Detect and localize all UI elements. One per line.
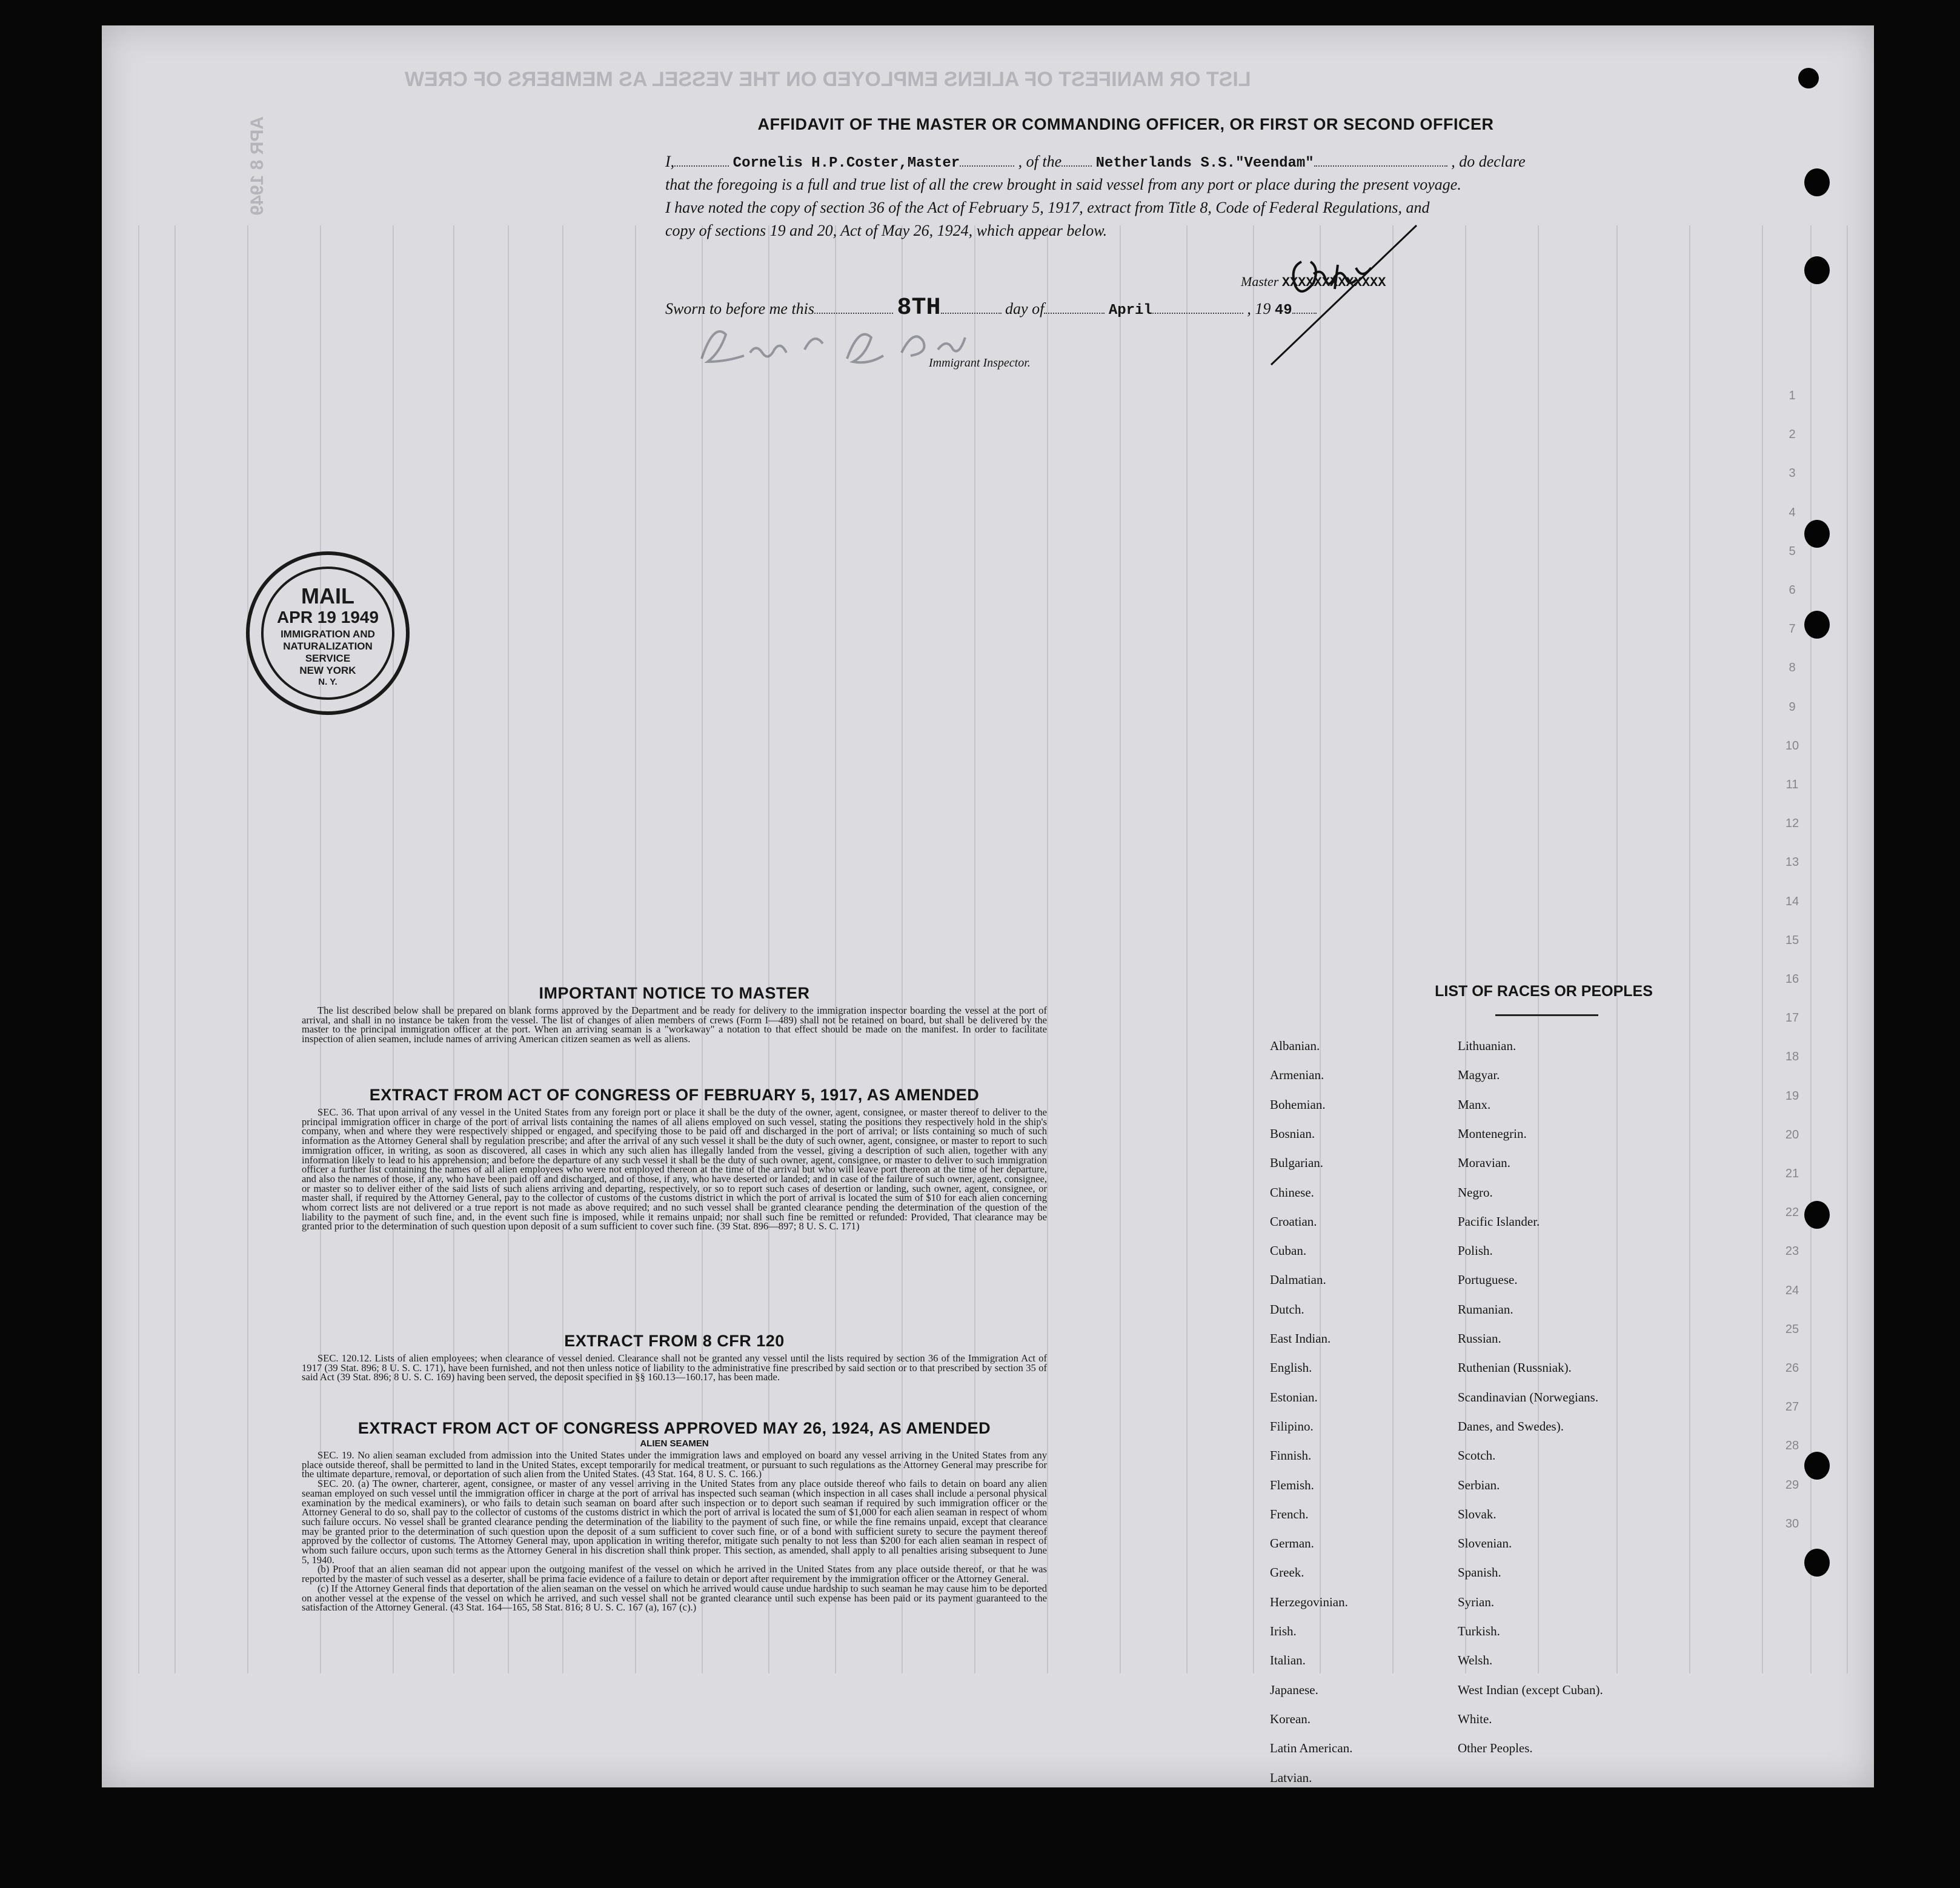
extract-1924-body: SEC. 19. No alien seaman excluded from admission into the United States under the immigration laws and employed on board any vessel arriving in the United States from any place outside thereof, shall be permitted to land in the United States, except temporarily for medical treatment, or pursuant to such regulations as the Attorney General may prescribe for the ultimate departure, removal, or deportation of such alien from the United States. (43 Stat. 164, 8 U. S. C. 166.) SEC. 20. (a) The owner, charterer, agent, consignee, or master of any vessel arriving in the United States from any place outside thereof who fails to detain on board any alien seaman employed on such vessel until the immigration officer in charge at the port of arrival has inspected such seaman (which inspection in all cases shall include a personal physical examination by the medical examiners), or who fails to detain such seaman on board after such inspection or to deport such seaman if required by such immigration officer or the Attorney General to do so, shall pay to the collector of customs of the customs district in which the port of arrival is located the sum of $1,000 for each alien seaman in respect of whom such failure occurs. No vessel shall be granted clearance pending the determination of the liability to the payment of such fine, or while the fine remains unpaid, except that clearance may be granted prior to the determination of such question upon the deposit of a sum sufficient to cover such fine, or of a bond with sufficient surety to secure the payment thereof approved by the collector of customs. The Attorney General may, upon application in writing therefor, mitigate such penalty to not less than $200 for each alien seaman in respect of whom such failure occurs, upon such terms as the Attorney General in his discretion shall think proper. This section, as amended, shall apply to all penalties arising subsequent to June 5, 1940. (b) Proof that an alien seaman did not appear upon the outgoing manifest of the vessel on which he arrived in the United States from any place outside thereof, or that he was reported by the master of such vessel as a deserter, shall be prima facie evidence of a failure to detain or deport after requirement by the immigration officer or the Attorney General. (c) If the Attorney General finds that deportation of the alien seaman on the vessel on which he arrived would cause undue hardship to such seaman he may cause him to be deported on another vessel at the expense of the vessel on which he arrived, and such vessel shall not be granted clearance until such expense has been paid or its payment guaranteed to the satisfaction of the Attorney General. (43 Stat. 164—165, 58 Stat. 816; 8 U. S. C. 167 (a), 167 (c).) [302, 1449, 1047, 1614]
sworn-line: Sworn to before me this 8TH day of April , 19 49 [665, 294, 1317, 322]
stamp-line-3: IMMIGRATION AND [281, 628, 375, 640]
row-number: 11 [1786, 778, 1799, 791]
row-number: 22 [1785, 1206, 1799, 1220]
extract-cfr-title: EXTRACT FROM 8 CFR 120 [564, 1332, 785, 1350]
sworn-month: April [1108, 302, 1152, 319]
master-label: Master XXXXXXXXXXXXX [1241, 274, 1386, 290]
race-item: Italian. [1270, 1653, 1306, 1668]
row-number: 19 [1785, 1089, 1799, 1103]
row-number: 13 [1785, 856, 1799, 869]
row-number: 30 [1785, 1517, 1799, 1531]
race-item: Bosnian. [1270, 1126, 1315, 1141]
race-item: White. [1458, 1711, 1492, 1726]
extract-cfr-body: SEC. 120.12. Lists of alien employees; when clearance of vessel denied. Clearance shall not be granted any vessel until the lists required by section 36 of the Immigration Act of 1917 (39 Stat. 896; 8 U. S. C. 171), have been furnished, and not then unless notice of liability to the administrative fine prescribed by said section or to that prescribed by section 35 of said Act (39 Stat. 896; 8 U. S. C. 169) having been served, the deposit specified in §§ 160.13—160.17, has been made. [302, 1352, 1047, 1383]
stamp-line-2: APR 19 1949 [276, 608, 379, 627]
row-number: 8 [1789, 661, 1796, 675]
race-item: Slovak. [1458, 1506, 1497, 1521]
binder-hole [1804, 1549, 1830, 1577]
immigration-mail-stamp [242, 548, 413, 719]
race-item: Rumanian. [1458, 1301, 1513, 1317]
stamp-line-7: N. Y. [318, 677, 337, 687]
row-number: 1 [1789, 389, 1796, 402]
race-item: Russian. [1458, 1331, 1501, 1346]
affidavit-line-2: that the foregoing is a full and true list of all the crew brought in said vessel from any port or place during the present voyage. [665, 176, 1461, 193]
master-name: Cornelis H.P.Coster,Master [733, 155, 960, 171]
race-item: Other Peoples. [1458, 1741, 1533, 1756]
binder-hole [1804, 1201, 1830, 1229]
stamp-line-6: NEW YORK [299, 665, 356, 676]
stamp-line-4: NATURALIZATION [283, 640, 373, 652]
grid-line [138, 225, 139, 1674]
extract-1917-title: EXTRACT FROM ACT OF CONGRESS OF FEBRUARY 5, 1917, AS AMENDED [369, 1086, 980, 1104]
stamp-line-5: SERVICE [305, 653, 351, 664]
race-item: Latin American. [1270, 1741, 1353, 1756]
race-item: Negro. [1458, 1185, 1493, 1200]
race-item: Montenegrin. [1458, 1126, 1527, 1141]
grid-line [1538, 225, 1539, 1674]
race-item: Portuguese. [1458, 1272, 1518, 1288]
race-item: German. [1270, 1536, 1314, 1551]
row-number: 5 [1789, 544, 1796, 558]
row-number: 26 [1785, 1361, 1799, 1375]
race-item: Chinese. [1270, 1185, 1314, 1200]
binder-hole [1804, 168, 1830, 196]
binder-hole [1804, 611, 1830, 639]
race-item: Pacific Islander. [1458, 1214, 1540, 1229]
inspector-label: Immigrant Inspector. [929, 356, 1031, 370]
row-number: 10 [1785, 739, 1799, 753]
race-item: Bulgarian. [1270, 1155, 1324, 1171]
race-item: Armenian. [1270, 1068, 1324, 1083]
notice-title: IMPORTANT NOTICE TO MASTER [539, 984, 810, 1002]
grid-line [1253, 225, 1254, 1674]
race-item: Bohemian. [1270, 1097, 1326, 1112]
race-item: Flemish. [1270, 1477, 1314, 1492]
race-item: Manx. [1458, 1097, 1491, 1112]
row-number: 3 [1789, 467, 1796, 480]
sworn-year: 49 [1274, 302, 1292, 319]
row-number: 15 [1785, 933, 1799, 947]
row-number: 28 [1785, 1439, 1799, 1453]
race-item: Dutch. [1270, 1301, 1304, 1317]
race-item: English. [1270, 1360, 1312, 1375]
race-item: Croatian. [1270, 1214, 1317, 1229]
extract-1924-title: EXTRACT FROM ACT OF CONGRESS APPROVED MAY 26, 1924, AS AMENDED [357, 1419, 991, 1437]
row-number: 6 [1789, 583, 1796, 597]
race-item: Herzegovinian. [1270, 1594, 1348, 1609]
stamp-line-1: MAIL [301, 583, 354, 608]
race-item: French. [1270, 1506, 1309, 1521]
race-item: Dalmatian. [1270, 1272, 1326, 1288]
race-item: Welsh. [1458, 1653, 1493, 1668]
race-item: Finnish. [1270, 1448, 1312, 1463]
race-item: Turkish. [1458, 1624, 1500, 1638]
grid-line [1186, 225, 1188, 1674]
row-number: 23 [1785, 1245, 1799, 1258]
race-item: Latvian. [1270, 1770, 1312, 1785]
races-title: LIST OF RACES OR PEOPLES [1435, 983, 1653, 1000]
race-item: Scandinavian (Norwegians. [1458, 1389, 1599, 1404]
race-item: Syrian. [1458, 1594, 1495, 1609]
sworn-day: 8TH [897, 294, 941, 322]
inspector-signature [683, 316, 1011, 383]
race-item: Danes, and Swedes). [1458, 1418, 1564, 1434]
race-item: Korean. [1270, 1711, 1311, 1726]
race-item: Irish. [1270, 1624, 1297, 1638]
grid-line [1392, 225, 1394, 1674]
row-number: 25 [1785, 1322, 1799, 1336]
row-number: 21 [1785, 1167, 1799, 1180]
races-title-rule [1495, 1014, 1598, 1016]
row-number: 7 [1789, 622, 1796, 636]
race-item: Slovenian. [1458, 1536, 1512, 1551]
grid-line [1689, 225, 1690, 1674]
row-number: 14 [1785, 894, 1799, 908]
affidavit-line-1: I, Cornelis H.P.Coster,Master , of the Netherlands S.S."Veendam" , do declare [665, 153, 1526, 171]
race-item: West Indian (except Cuban). [1458, 1682, 1603, 1697]
master-signature [1211, 207, 1562, 377]
grid-line [1047, 225, 1048, 1674]
row-number: 12 [1785, 817, 1799, 831]
bleed-through-title: LIST OR MANIFEST OF ALIENS EMPLOYED ON THE VESSEL AS MEMBERS OF CREW [405, 68, 1251, 91]
grid-line [1847, 225, 1848, 1674]
binder-hole [1804, 520, 1830, 548]
row-number: 29 [1785, 1478, 1799, 1492]
row-number: 16 [1785, 972, 1799, 986]
notice-body: The list described below shall be prepared on blank forms approved by the Department and be ready for delivery to the immigration inspector boarding the vessel at the port of arrival, and shall in no instance be taken from the vessel. The list of changes of alien members of crews (Form I—489) shall not be retained on board, but shall be delivered by the master to the principal immigration officer at the port. When an arriving seaman is a "workaway" a notation to that effect should be made on the manifest. In order to facilitate inspection of alien seamen, include names of arriving American citizen seamen as well as aliens. [302, 1005, 1047, 1045]
affidavit-line-3: I have noted the copy of section 36 of the Act of February 5, 1917, extract from Title 8, Code of Federal Regulations, and [665, 199, 1430, 216]
bleed-through-stamp: APR 8 1949 [247, 116, 267, 216]
row-number: 2 [1789, 428, 1796, 442]
race-item: Serbian. [1458, 1477, 1500, 1492]
race-item: East Indian. [1270, 1331, 1331, 1346]
row-number: 24 [1785, 1283, 1799, 1297]
race-item: Spanish. [1458, 1565, 1501, 1580]
race-item: Estonian. [1270, 1389, 1318, 1404]
race-item: Filipino. [1270, 1418, 1314, 1434]
grid-line [1120, 225, 1121, 1674]
grid-line [1616, 225, 1618, 1674]
race-item: Ruthenian (Russniak). [1458, 1360, 1572, 1375]
row-number: 27 [1785, 1400, 1799, 1414]
race-item: Greek. [1270, 1565, 1304, 1580]
binder-hole [1798, 68, 1819, 88]
race-item: Scotch. [1458, 1448, 1496, 1463]
grid-line [1762, 225, 1763, 1674]
row-number: 20 [1785, 1128, 1799, 1142]
row-number: 18 [1785, 1050, 1799, 1064]
affidavit-title: AFFIDAVIT OF THE MASTER OR COMMANDING OFFICER, OR FIRST OR SECOND OFFICER [757, 115, 1494, 133]
race-item: Albanian. [1270, 1039, 1320, 1053]
grid-line [174, 225, 176, 1674]
extract-1924-subtitle: ALIEN SEAMEN [640, 1438, 709, 1449]
race-item: Polish. [1458, 1243, 1493, 1258]
race-item: Lithuanian. [1458, 1039, 1517, 1053]
row-number: 4 [1789, 505, 1796, 519]
race-item: Japanese. [1270, 1682, 1318, 1697]
row-number: 9 [1789, 700, 1796, 714]
grid-line [247, 225, 248, 1674]
vessel-name: Netherlands S.S."Veendam" [1095, 155, 1314, 171]
row-number: 17 [1785, 1011, 1799, 1025]
grid-line [1320, 225, 1321, 1674]
affidavit-line-4: copy of sections 19 and 20, Act of May 26, 1924, which appear below. [665, 222, 1108, 239]
race-item: Moravian. [1458, 1155, 1510, 1171]
manifest-sheet [102, 25, 1874, 1787]
extract-1917-body: SEC. 36. That upon arrival of any vessel in the United States from any foreign port or place it shall be the duty of the owner, agent, consignee, or master thereof to deliver to the principal immigration officer in charge of the port of arrival lists containing the names of all aliens employed on such vessel, stating the positions they respectively hold in the ship's company, when and where they were respectively shipped or engaged, and specifying those to be paid off and discharged in the port of arrival; or lists containing so much of such information as the Attorney General shall by regulation prescribe; and after the arrival of any such vessel it shall be the duty of such owner, agent, consignee, or master to report to such immigration officer, in writing, as soon as discovered, all cases in which any such alien has illegally landed from the vessel, giving a description of such alien, together with any information likely to lead to his apprehension; and before the departure of any such vessel it shall be the duty of such owner, agent, consignee, or master to deliver to such immigration officer a further list containing the names of all alien employees who were not employed thereon at the time of the arrival but who will leave port thereon at the time of her departure, and also the names of those, if any, who have been paid off and discharged, and of those, if any, who have deserted or landed; and in case of the failure of such owner, agent, consignee, or master so to deliver either of the said lists of such aliens arriving and departing, respectively, or so to report such cases of desertion or landing, such owner, agent, consignee, or master shall, if required by the Attorney General, pay to the collector of customs of the customs district in which the port of arrival is located the sum of $10 for each alien concerning whom correct lists are not delivered or a true report is not made as above required; and no such vessel shall be granted clearance pending the determination of the question of the liability to the payment of such fine, and, in the event such fine is imposed, while it remains unpaid; nor shall such fine be remitted or refunded: Provided, That clearance may be granted prior to the determination of such question upon deposit of a sum sufficient to cover such fine. (39 Stat. 896—897; 8 U. S. C. 171) [302, 1106, 1047, 1232]
race-item: Cuban. [1270, 1243, 1307, 1258]
binder-hole [1804, 1452, 1830, 1480]
race-item: Magyar. [1458, 1068, 1500, 1083]
binder-hole [1804, 256, 1830, 284]
